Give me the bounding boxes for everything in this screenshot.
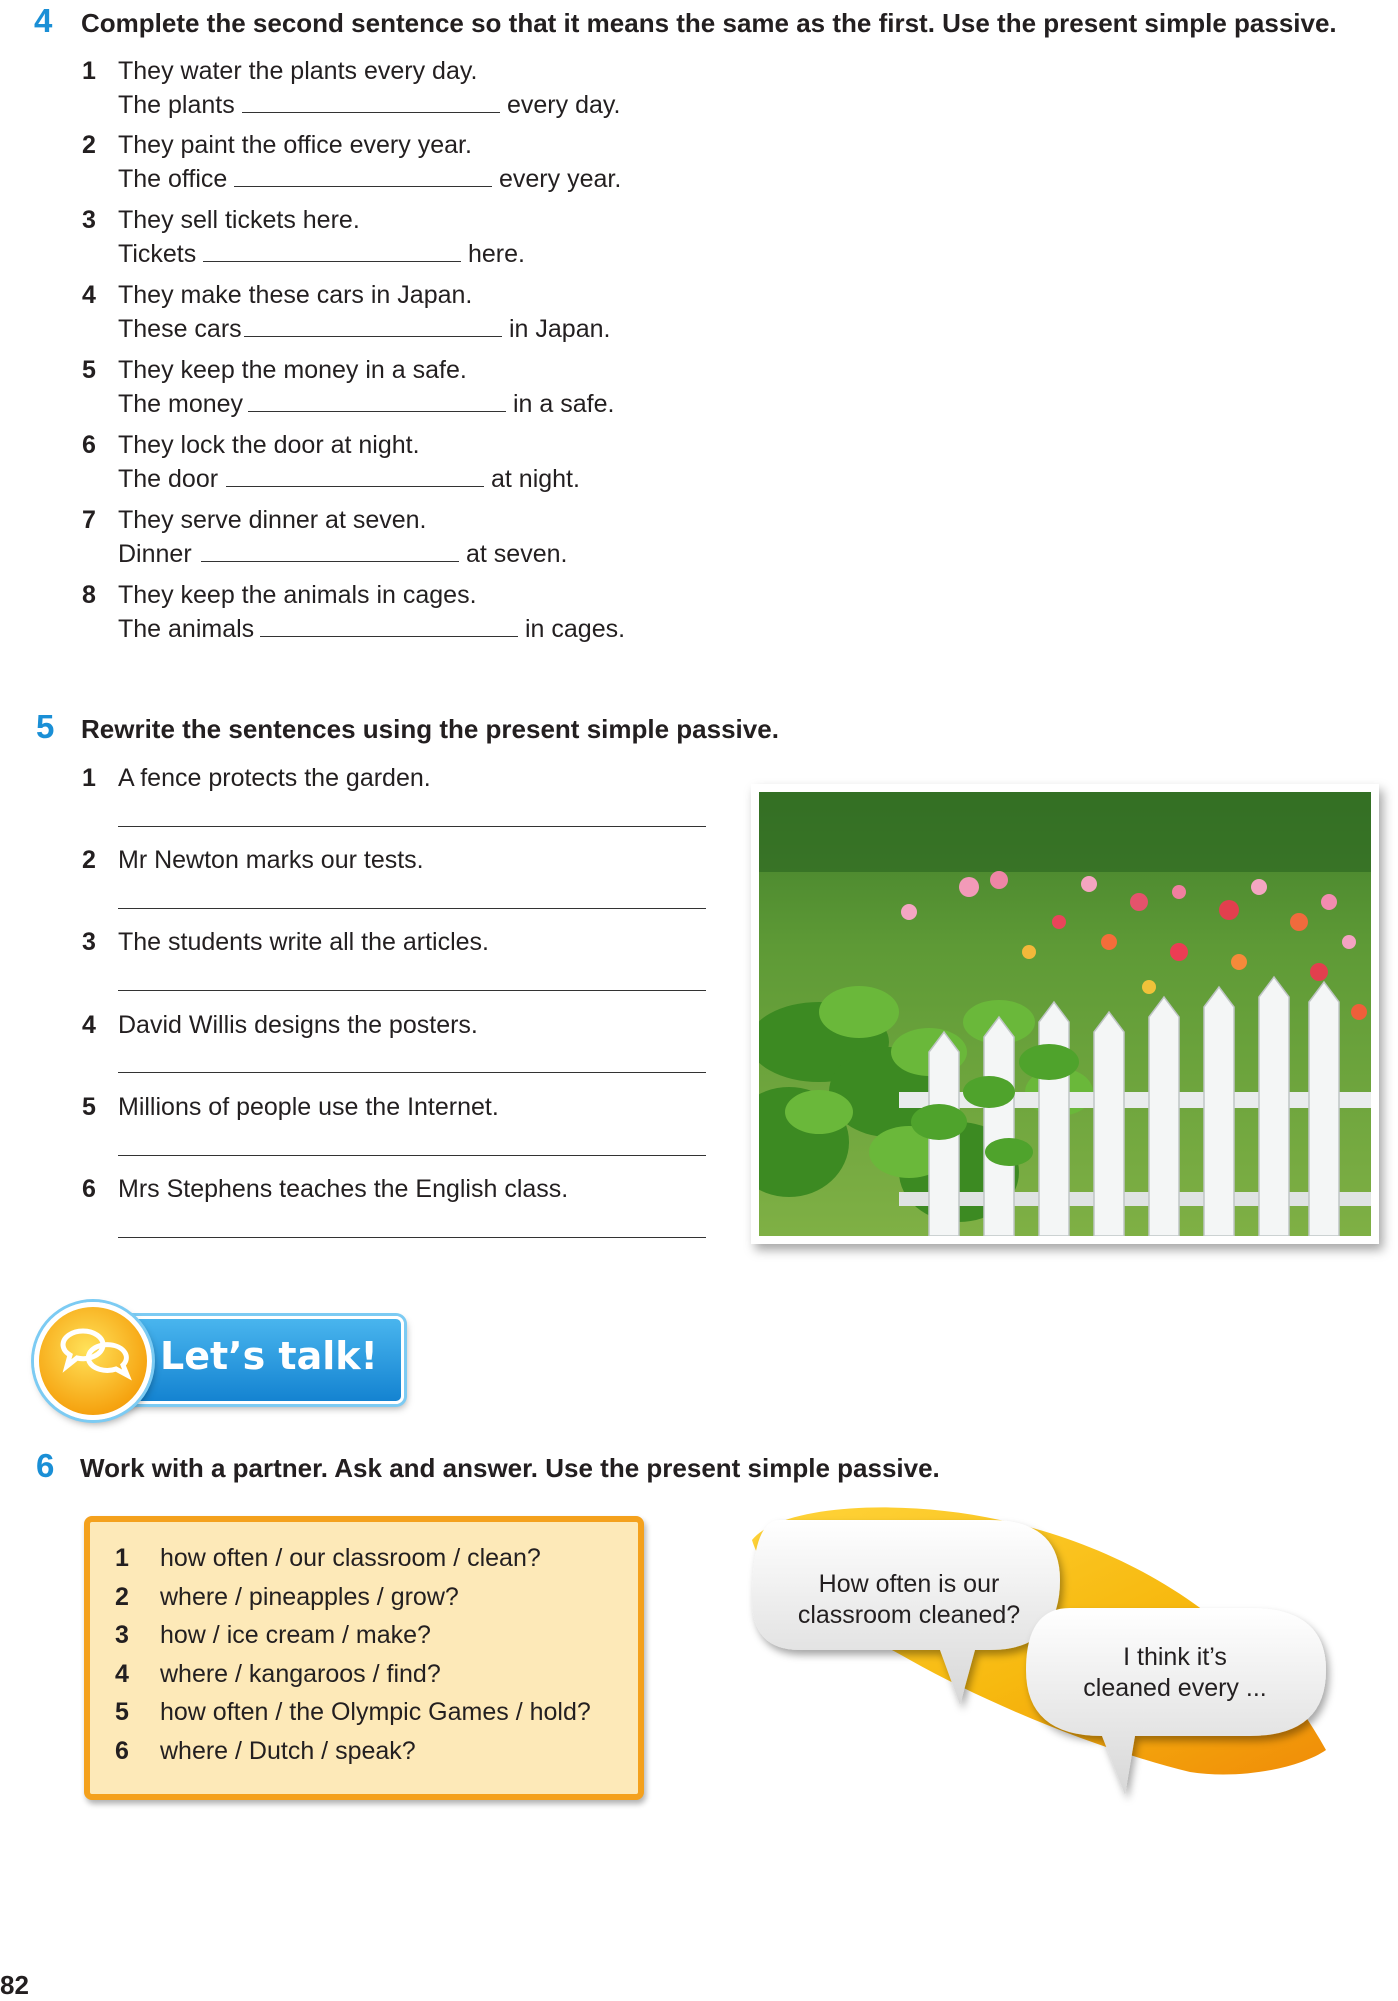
target-end: every day.: [507, 91, 621, 119]
answer-line[interactable]: [118, 1237, 706, 1238]
answer-line[interactable]: [118, 1155, 706, 1156]
answer-blank[interactable]: [234, 186, 492, 187]
answer-blank[interactable]: [203, 261, 461, 262]
target-end: at night.: [491, 465, 580, 493]
item-number: 5: [82, 356, 96, 384]
source-sentence: Millions of people use the Internet.: [118, 1093, 499, 1121]
target-start: Dinner: [118, 540, 192, 568]
prompt-number: 5: [115, 1698, 129, 1726]
speech-bubbles-icon: [34, 1302, 152, 1420]
target-start: These cars: [118, 315, 242, 343]
source-sentence: They sell tickets here.: [118, 206, 360, 234]
target-start: Tickets: [118, 240, 197, 268]
source-sentence: David Willis designs the posters.: [118, 1011, 478, 1039]
item-number: 2: [82, 846, 96, 874]
item-number: 1: [82, 764, 96, 792]
answer-line[interactable]: [118, 1072, 706, 1073]
prompt-text: how often / the Olympic Games / hold?: [160, 1698, 591, 1726]
answer-blank[interactable]: [242, 112, 500, 113]
prompt-number: 2: [115, 1583, 129, 1611]
item-number: 5: [82, 1093, 96, 1121]
answer-line[interactable]: [118, 990, 706, 991]
item-number: 2: [82, 131, 96, 159]
target-start: The plants: [118, 91, 235, 119]
exercise-5-number: 5: [36, 708, 55, 745]
source-sentence: They serve dinner at seven.: [118, 506, 427, 534]
source-sentence: They keep the money in a safe.: [118, 356, 467, 384]
target-end: in Japan.: [509, 315, 611, 343]
prompt-number: 6: [115, 1737, 129, 1765]
target-end: in cages.: [525, 615, 626, 643]
source-sentence: They paint the office every year.: [118, 131, 472, 159]
prompt-text: how often / our classroom / clean?: [160, 1544, 541, 1572]
question-bubble-text: How often is our classroom cleaned?: [797, 1570, 1021, 1629]
exercise-6-instruction: Work with a partner. Ask and answer. Use the present simple passive.: [80, 1453, 940, 1483]
target-end: every year.: [499, 165, 622, 193]
item-number: 3: [82, 928, 96, 956]
prompt-number: 4: [115, 1660, 129, 1688]
exercise-4-instruction: Complete the second sentence so that it means the same as the first. Use the present simple passive.: [81, 8, 1337, 38]
answer-line[interactable]: [118, 826, 706, 827]
source-sentence: They water the plants every day.: [118, 57, 478, 85]
item-number: 4: [82, 281, 96, 309]
prompt-number: 3: [115, 1621, 129, 1649]
item-number: 4: [82, 1011, 96, 1039]
target-start: The door: [118, 465, 219, 493]
target-end: here.: [468, 240, 525, 268]
garden-fence-illustration: [759, 792, 1371, 1236]
item-number: 6: [82, 1175, 96, 1203]
target-start: The money: [118, 390, 244, 418]
item-number: 1: [82, 57, 96, 85]
answer-blank[interactable]: [201, 561, 459, 562]
target-end: in a safe.: [513, 390, 615, 418]
source-sentence: Mr Newton marks our tests.: [118, 846, 424, 874]
answer-blank[interactable]: [226, 486, 484, 487]
answer-line[interactable]: [118, 908, 706, 909]
source-sentence: The students write all the articles.: [118, 928, 489, 956]
page-number: 82: [0, 1970, 29, 2000]
prompt-text: where / pineapples / grow?: [160, 1583, 459, 1611]
source-sentence: They make these cars in Japan.: [118, 281, 473, 309]
source-sentence: They lock the door at night.: [118, 431, 420, 459]
source-sentence: Mrs Stephens teaches the English class.: [118, 1175, 569, 1203]
exercise-4-number: 4: [34, 2, 53, 39]
item-number: 3: [82, 206, 96, 234]
answer-blank[interactable]: [244, 336, 502, 337]
target-start: The office: [118, 165, 228, 193]
exercise-5-instruction: Rewrite the sentences using the present simple passive.: [81, 714, 779, 744]
source-sentence: A fence protects the garden.: [118, 764, 431, 792]
target-end: at seven.: [466, 540, 568, 568]
answer-blank[interactable]: [260, 636, 518, 637]
source-sentence: They keep the animals in cages.: [118, 581, 477, 609]
garden-fence-photo: [751, 784, 1379, 1244]
prompt-text: where / kangaroos / find?: [160, 1660, 441, 1688]
answer-bubble-text: I think it’s cleaned every ...: [1083, 1643, 1267, 1702]
item-number: 8: [82, 581, 96, 609]
prompt-text: how / ice cream / make?: [160, 1621, 431, 1649]
target-start: The animals: [118, 615, 255, 643]
prompt-text: where / Dutch / speak?: [160, 1737, 416, 1765]
item-number: 6: [82, 431, 96, 459]
lets-talk-label: Let’s talk!: [160, 1334, 378, 1378]
answer-blank[interactable]: [248, 411, 506, 412]
item-number: 7: [82, 506, 96, 534]
exercise-6-number: 6: [36, 1447, 55, 1484]
prompt-number: 1: [115, 1544, 129, 1572]
